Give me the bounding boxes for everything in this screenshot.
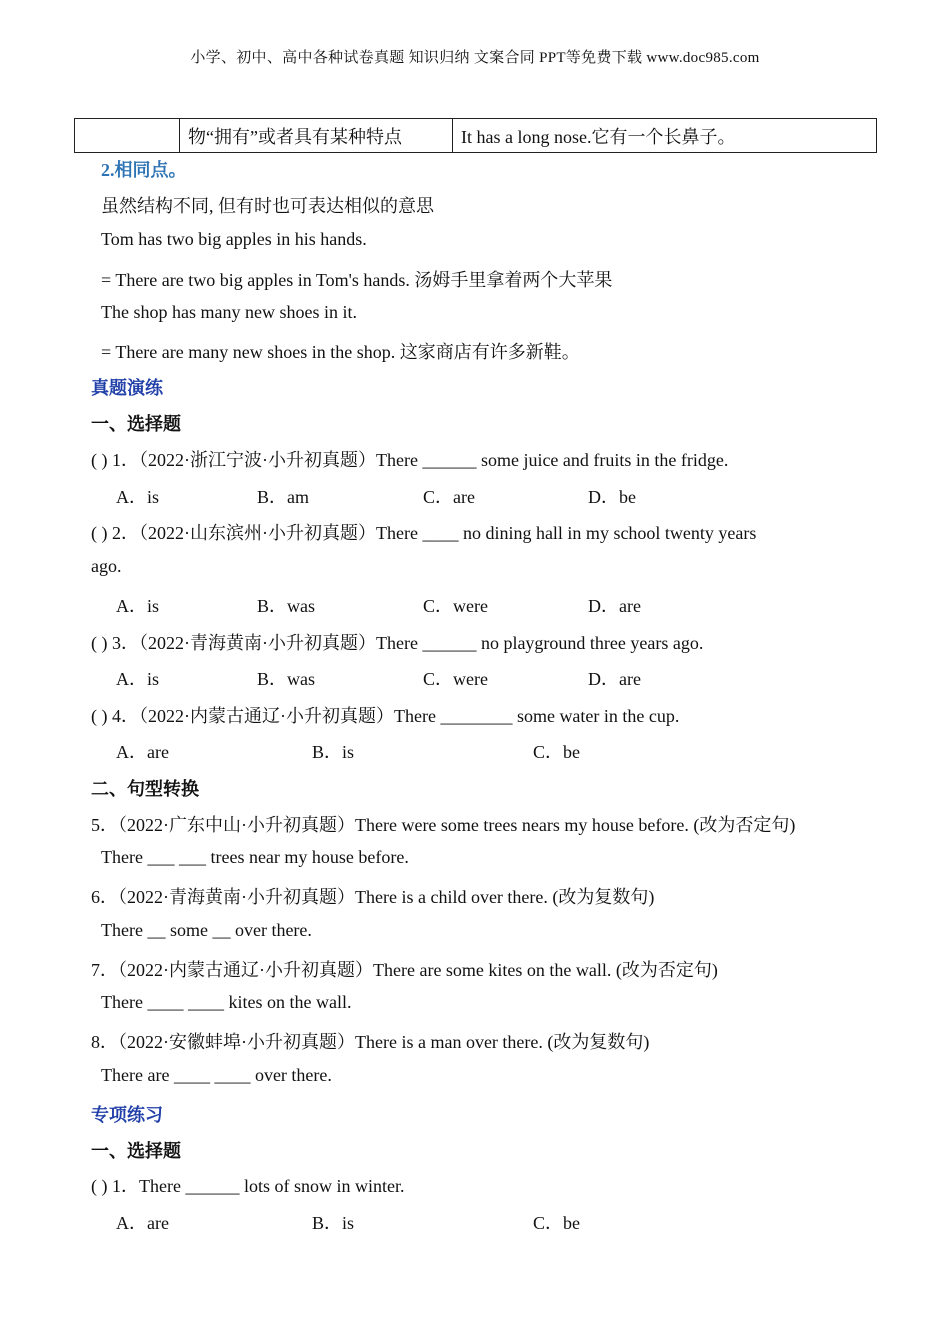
q4-option-b: B．is <box>312 742 355 762</box>
question-6-answer: There __ some __ over there. <box>101 920 312 940</box>
subsection-title-transform: 二、句型转换 <box>91 779 199 799</box>
question-8-answer: There are ____ ____ over there. <box>101 1065 332 1085</box>
same-line-3: = There are two big apples in Tom's hands. 汤姆手里拿着两个大苹果 <box>101 270 613 290</box>
q4-option-c: C．be <box>533 742 580 762</box>
same-line-5: = There are many new shoes in the shop. 这家商店有许多新鞋。 <box>101 342 580 362</box>
question-4: ( ) 4．（2022·内蒙古通辽·小升初真题）There ________ some water in the cup. <box>91 706 680 726</box>
section-title-same: 2.相同点。 <box>101 160 187 180</box>
question-7-answer: There ____ ____ kites on the wall. <box>101 992 352 1012</box>
q1-option-b: B．am <box>257 487 309 507</box>
q2-option-b: B．was <box>257 596 315 616</box>
question-6: 6．（2022·青海黄南·小升初真题）There is a child over there. (改为复数句) <box>91 887 655 907</box>
pq1-option-c: C．be <box>533 1213 580 1233</box>
question-3: ( ) 3．（2022·青海黄南·小升初真题）There ______ no playground three years ago. <box>91 633 704 653</box>
q3-option-c: C．were <box>423 669 488 689</box>
q4-option-a: A．are <box>116 742 169 762</box>
q2-option-d: D．are <box>588 596 641 616</box>
q3-option-a: A．is <box>116 669 160 689</box>
q1-option-a: A．is <box>116 487 160 507</box>
subsection-title-choice: 一、选择题 <box>91 414 181 434</box>
q1-option-d: D．be <box>588 487 636 507</box>
q3-option-b: B．was <box>257 669 315 689</box>
table-cell-example: It has a long nose.它有一个长鼻子。 <box>453 119 877 153</box>
section-title-zhenti: 真题演练 <box>91 378 163 398</box>
page-header: 小学、初中、高中各种试卷真题 知识归纳 文案合同 PPT等免费下载 www.doc985.com <box>190 50 760 66</box>
question-5-answer: There ___ ___ trees near my house before. <box>101 847 409 867</box>
same-line-4: The shop has many new shoes in it. <box>101 302 357 322</box>
q3-option-d: D．are <box>588 669 641 689</box>
q2-option-a: A．is <box>116 596 160 616</box>
q1-option-c: C．are <box>423 487 475 507</box>
practice-question-1: ( ) 1．There ______ lots of snow in winter. <box>91 1176 405 1196</box>
same-line-1: 虽然结构不同, 但有时也可表达相似的意思 <box>101 196 434 216</box>
section-title-zhuanxiang: 专项练习 <box>91 1105 163 1125</box>
question-1: ( ) 1．（2022·浙江宁波·小升初真题）There ______ some juice and fruits in the fridge. <box>91 450 729 470</box>
pq1-option-b: B．is <box>312 1213 355 1233</box>
question-5: 5．（2022·广东中山·小升初真题）There were some trees nears my house before. (改为否定句) <box>91 815 796 835</box>
question-2-cont: ago. <box>91 556 122 576</box>
same-line-2: Tom has two big apples in his hands. <box>101 229 367 249</box>
q2-option-c: C．were <box>423 596 488 616</box>
subsection-title-choice-2: 一、选择题 <box>91 1141 181 1161</box>
table-cell-meaning: 物“拥有”或者具有某种特点 <box>180 119 453 153</box>
table-row <box>75 119 877 153</box>
question-2: ( ) 2．（2022·山东滨州·小升初真题）There ____ no dining hall in my school twenty years <box>91 523 757 543</box>
question-7: 7．（2022·内蒙古通辽·小升初真题）There are some kites on the wall. (改为否定句) <box>91 960 718 980</box>
pq1-option-a: A．are <box>116 1213 169 1233</box>
question-8: 8．（2022·安徽蚌埠·小升初真题）There is a man over there. (改为复数句) <box>91 1032 650 1052</box>
grammar-table <box>74 118 877 153</box>
table-cell-empty <box>75 119 180 153</box>
